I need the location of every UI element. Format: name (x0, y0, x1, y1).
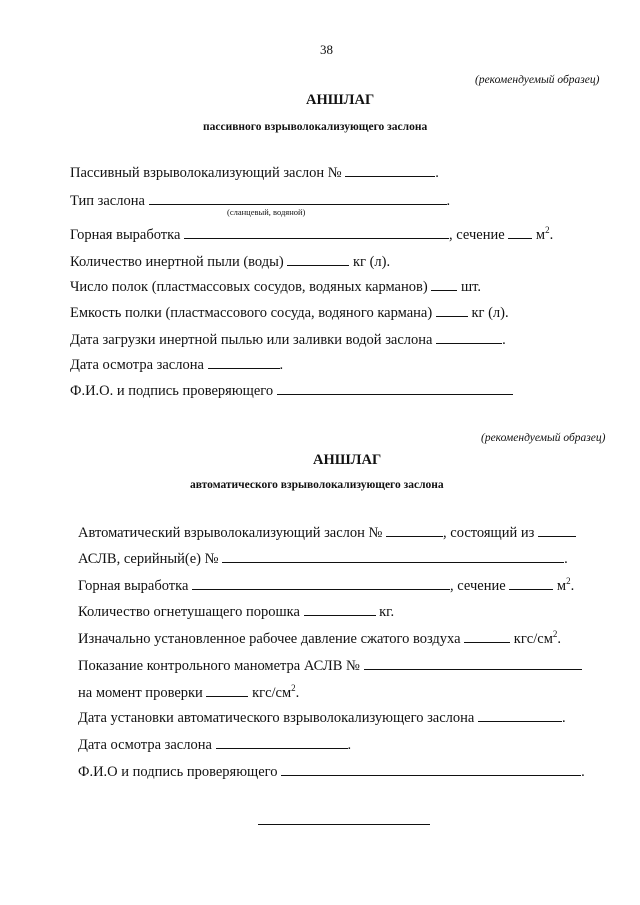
passive-load-date-label: Дата загрузки инертной пылью или заливки водой заслона (70, 332, 433, 348)
auto-inspect-date-blank[interactable] (216, 735, 348, 749)
auto-aslv-line (78, 549, 568, 568)
dot: . (295, 685, 300, 701)
auto-at-check-line (78, 683, 299, 702)
auto-number-label: Автоматический взрыволокализующий заслон № (78, 525, 383, 541)
auto-consisting-blank[interactable] (538, 523, 576, 537)
passive-working-label: Горная выработка (70, 227, 181, 243)
auto-inspect-date-label: Дата осмотра заслона (78, 737, 212, 753)
passive-section-label: , сечение (449, 227, 505, 243)
dot: . (435, 165, 439, 181)
page-number: 38 (320, 42, 333, 57)
auto-gauge-label: Показание контрольного манометра АСЛВ № (78, 658, 360, 674)
passive-number-label: Пассивный взрыволокализующий заслон № (70, 165, 342, 181)
auto-gauge-blank[interactable] (364, 656, 582, 670)
auto-install-date-label: Дата установки автоматического взрыволокализующего заслона (78, 710, 475, 726)
passive-subtitle: пассивного взрыволокализующего заслона (203, 121, 428, 133)
auto-working-label: Горная выработка (78, 578, 189, 594)
dot: . (347, 737, 352, 753)
passive-load-date-blank[interactable] (436, 330, 502, 344)
auto-title: АНШЛАГ (313, 452, 382, 468)
passive-capacity-label: Емкость полки (пластмассового сосуда, водяного кармана) (70, 305, 433, 321)
passive-shelves-line (70, 277, 481, 296)
passive-inspector-label: Ф.И.О. и подпись проверяющего (70, 383, 274, 399)
recommended-note-passive: (рекомендуемый образец) (475, 74, 600, 86)
auto-pressure-blank[interactable] (464, 629, 510, 643)
passive-type-blank[interactable] (149, 191, 447, 205)
auto-working-blank[interactable] (192, 576, 450, 590)
auto-pressure-line (78, 629, 561, 648)
auto-gauge-line (78, 656, 582, 675)
auto-at-check-unit: кгс/см (252, 685, 292, 701)
auto-install-date-blank[interactable] (478, 708, 562, 722)
passive-section-blank[interactable] (508, 225, 532, 239)
passive-inspector-blank[interactable] (277, 381, 513, 395)
passive-dust-label: Количество инертной пыли (воды) (70, 254, 284, 270)
passive-dust-line (70, 252, 390, 271)
dot: . (549, 227, 554, 243)
passive-inspect-date-label: Дата осмотра заслона (70, 357, 204, 373)
passive-inspect-date-line (70, 355, 283, 374)
dot: . (279, 357, 284, 373)
auto-pressure-unit: кгс/см (513, 631, 553, 647)
passive-title: АНШЛАГ (306, 92, 375, 108)
passive-shelves-blank[interactable] (431, 277, 457, 291)
dot: . (446, 193, 451, 209)
auto-inspect-date-line (78, 735, 351, 754)
passive-shelves-label: Число полок (пластмассовых сосудов, водяных карманов) (70, 279, 428, 295)
dot: . (557, 631, 561, 647)
auto-section-label: , сечение (450, 578, 506, 594)
recommended-note-auto: (рекомендуемый образец) (481, 432, 606, 444)
passive-shelves-unit: шт. (460, 279, 481, 295)
passive-number-blank[interactable] (345, 163, 435, 177)
auto-consisting-label: , состоящий из (443, 525, 535, 541)
auto-pressure-sq: 2 (552, 629, 558, 640)
passive-capacity-unit: кг (л). (471, 305, 509, 321)
passive-capacity-blank[interactable] (436, 303, 468, 317)
passive-number-line (70, 163, 439, 182)
auto-at-check-label: на момент проверки (78, 685, 203, 701)
passive-type-hint: (сланцевый, водяной) (227, 207, 306, 217)
auto-number-blank[interactable] (386, 523, 443, 537)
dot: . (564, 551, 568, 567)
auto-powder-blank[interactable] (304, 602, 376, 616)
passive-working-line (70, 225, 553, 244)
auto-aslv-label: АСЛВ, серийный(е) № (78, 551, 219, 567)
passive-inspect-date-blank[interactable] (208, 355, 280, 369)
passive-dust-blank[interactable] (287, 252, 349, 266)
passive-unit-sq: 2 (545, 225, 550, 236)
auto-powder-line (78, 602, 394, 621)
auto-section-blank[interactable] (509, 576, 553, 590)
passive-type-label: Тип заслона (70, 193, 145, 209)
auto-inspector-line (78, 762, 585, 781)
auto-working-line (78, 576, 574, 595)
auto-at-check-sq: 2 (291, 683, 296, 694)
passive-load-date-line (70, 330, 506, 349)
auto-aslv-blank[interactable] (222, 549, 564, 563)
auto-install-date-line (78, 708, 566, 727)
auto-number-line (78, 523, 576, 542)
auto-inspector-label: Ф.И.О и подпись проверяющего (78, 764, 278, 780)
dot: . (570, 578, 575, 594)
passive-capacity-line (70, 303, 509, 322)
auto-unit-sq: 2 (566, 576, 571, 587)
auto-powder-unit: кг. (379, 604, 395, 620)
passive-dust-unit: кг (л). (352, 254, 391, 270)
dot: . (561, 710, 566, 726)
auto-unit-m: м (556, 578, 567, 594)
auto-at-check-blank[interactable] (206, 683, 248, 697)
auto-inspector-blank[interactable] (281, 762, 581, 776)
auto-powder-label: Количество огнетушащего порошка (78, 604, 300, 620)
passive-inspector-line (70, 381, 513, 400)
auto-subtitle: автоматического взрыволокализующего заслона (190, 479, 444, 491)
dot: . (502, 332, 506, 348)
dot: . (581, 764, 585, 780)
auto-pressure-label: Изначально установленное рабочее давление сжатого воздуха (78, 631, 461, 647)
passive-unit-m: м (535, 227, 546, 243)
bottom-divider (258, 824, 430, 825)
passive-working-blank[interactable] (184, 225, 449, 239)
